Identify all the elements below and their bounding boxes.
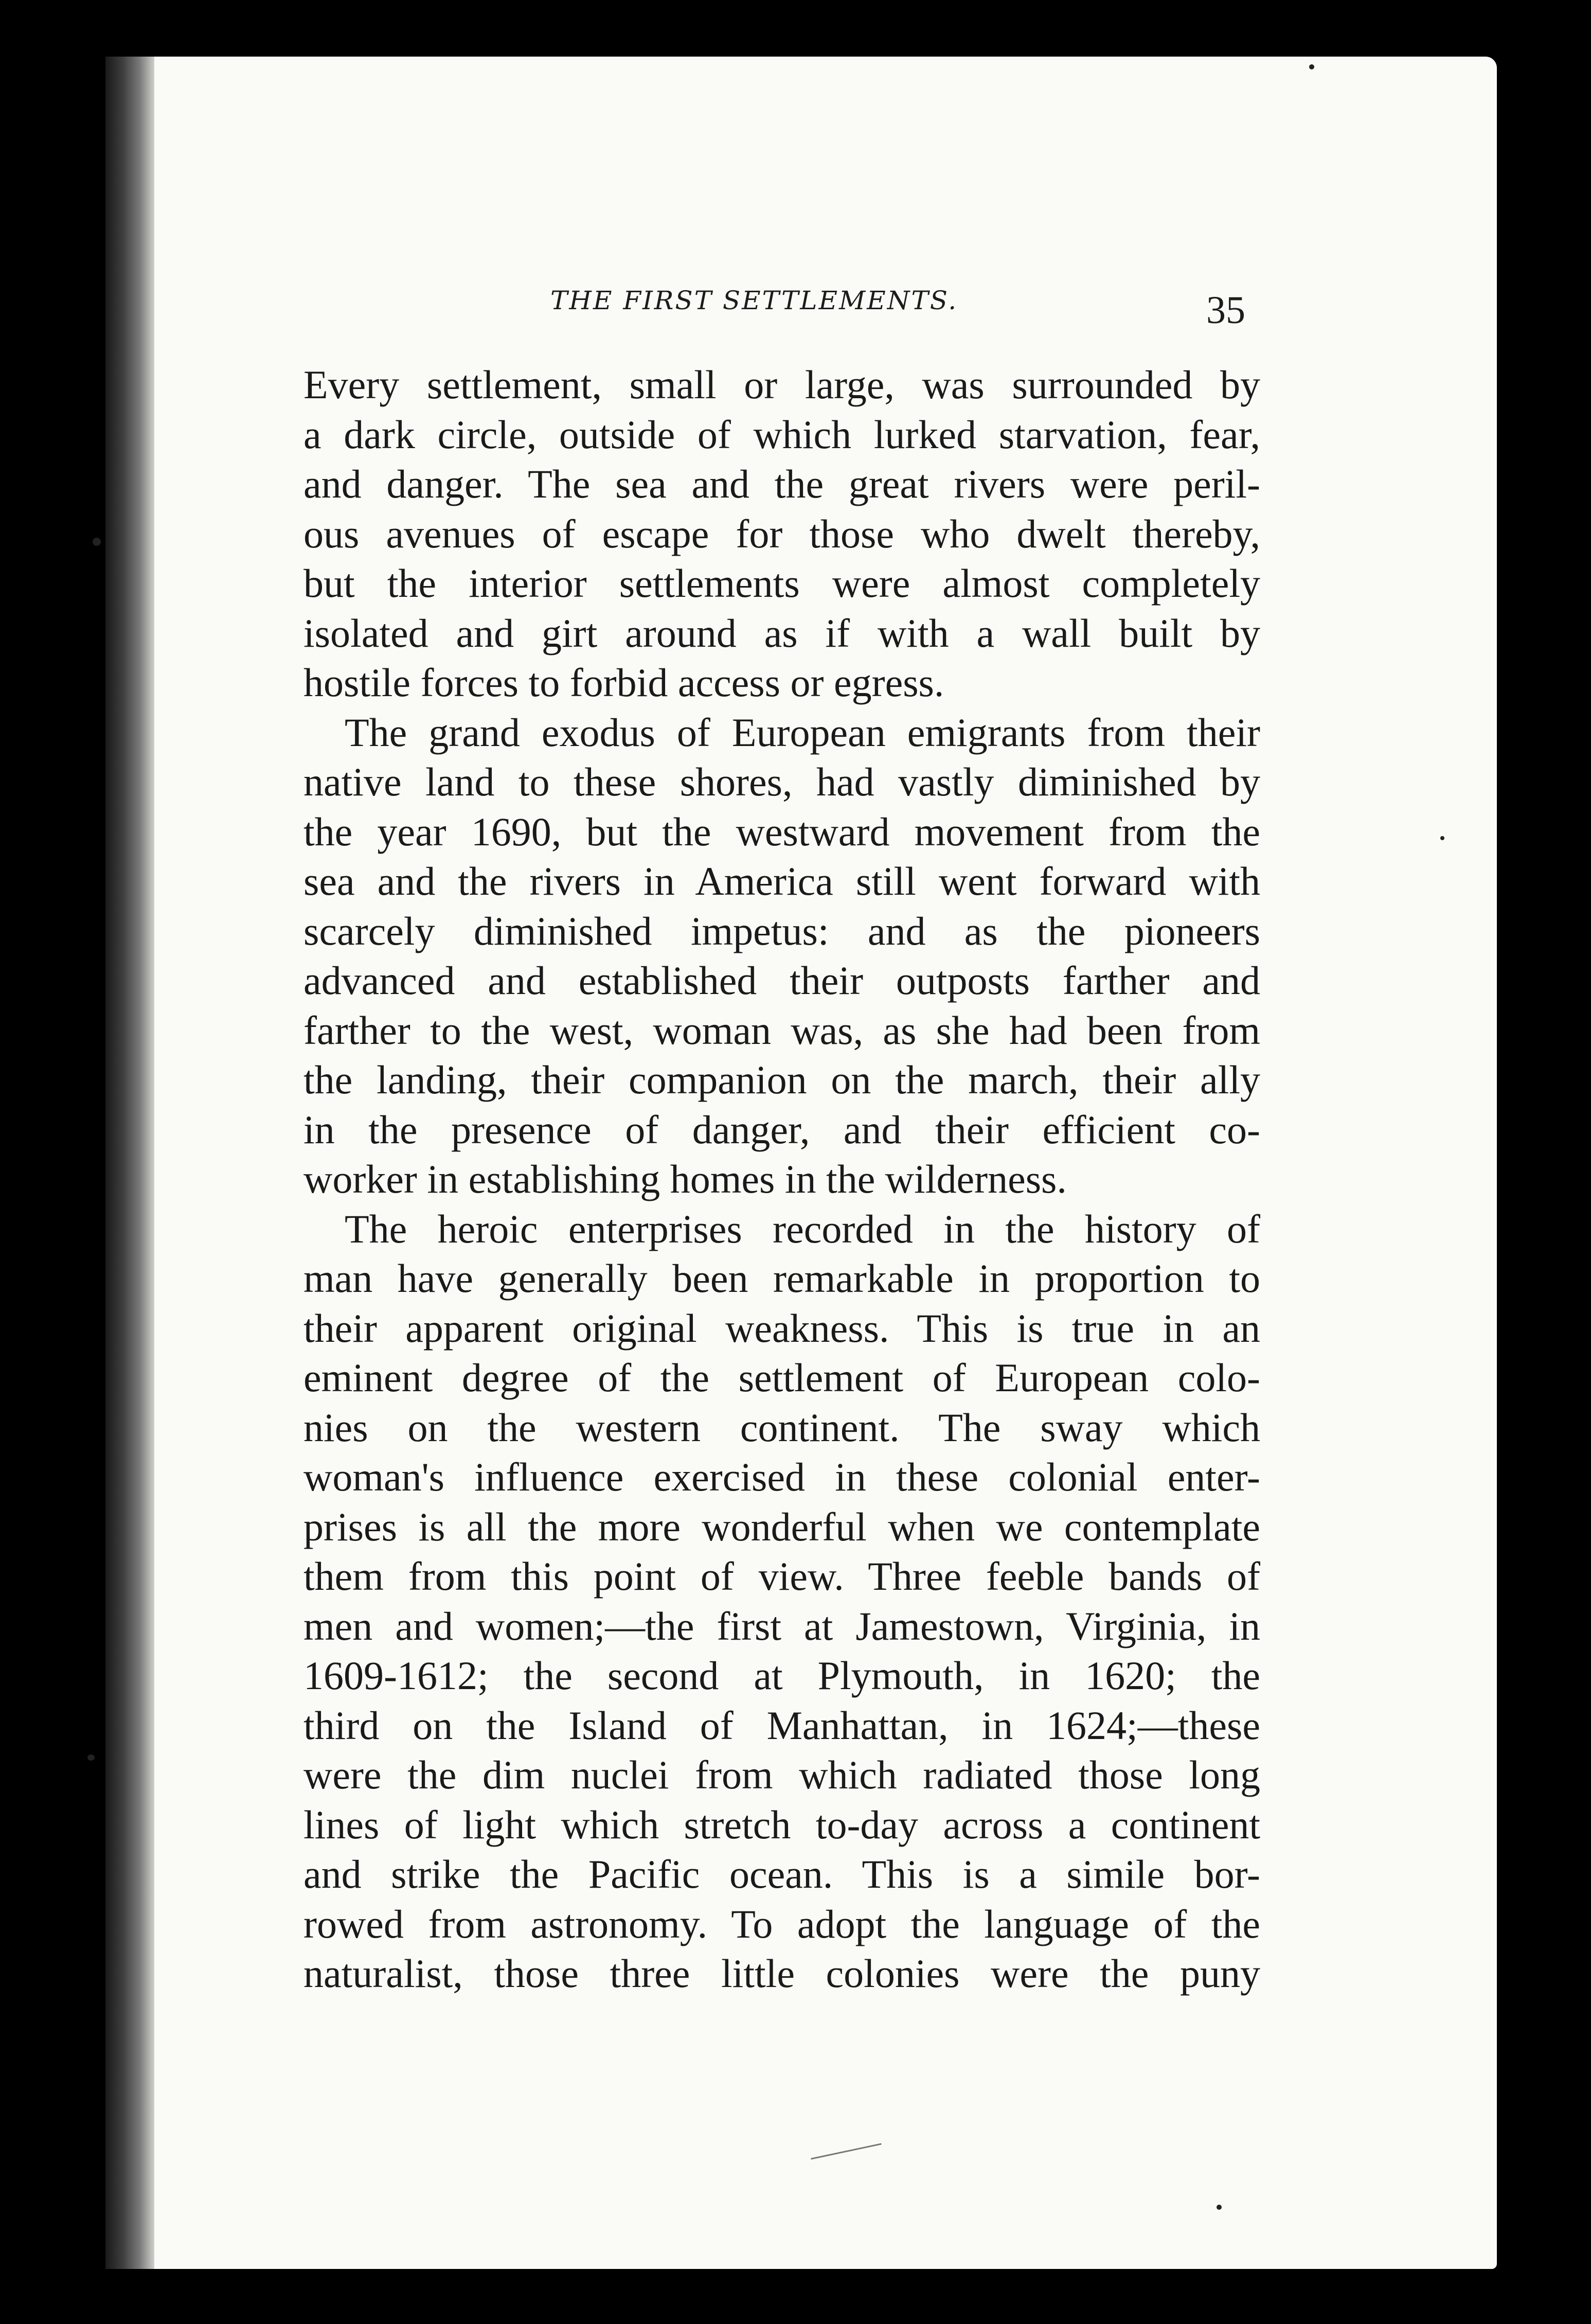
- text-line: ous avenues of escape for those who dwelt thereby,: [303, 511, 1260, 556]
- text-line: eminent degree of the settlement of European colo-: [303, 1355, 1260, 1400]
- text-line: in the presence of danger, and their efficient co-: [303, 1107, 1260, 1152]
- text-line: The grand exodus of European emigrants from their: [345, 709, 1260, 755]
- page-number: 35: [1206, 289, 1245, 332]
- ink-speck: [93, 538, 101, 546]
- running-head: THE FIRST SETTLEMENTS.: [550, 286, 958, 315]
- text-line: were the dim nuclei from which radiated those long: [303, 1752, 1260, 1797]
- text-line: men and women;—the first at Jamestown, Virginia, in: [303, 1603, 1260, 1648]
- ink-speck: [87, 1754, 95, 1761]
- text-line: advanced and established their outposts farther and: [303, 958, 1260, 1003]
- text-line: but the interior settlements were almost completely: [303, 561, 1260, 606]
- ink-speck: [1440, 836, 1444, 840]
- text-line: sea and the rivers in America still went forward with: [303, 859, 1260, 903]
- text-line: man have generally been remarkable in proportion to: [303, 1256, 1260, 1301]
- text-line: scarcely diminished impetus: and as the pioneers: [303, 908, 1260, 953]
- paragraph: [303, 708, 1260, 1204]
- text-line: isolated and girt around as if with a wall built by: [303, 610, 1260, 655]
- binding-gutter-shadow: [105, 57, 154, 2269]
- text-line: their apparent original weakness. This is true in an: [303, 1305, 1260, 1351]
- text-line: them from this point of view. Three feeble bands of: [303, 1554, 1260, 1599]
- paragraph: [303, 1204, 1260, 1999]
- text-line: Every settlement, small or large, was surrounded by: [303, 362, 1260, 407]
- text-line: lines of light which stretch to-day across a continent: [303, 1802, 1260, 1847]
- text-line: and danger. The sea and the great rivers were peril-: [303, 462, 1260, 506]
- ink-speck: [1217, 2205, 1222, 2210]
- text-line: a dark circle, outside of which lurked starvation, fear,: [303, 412, 1260, 457]
- text-line: prises is all the more wonderful when we contemplate: [303, 1504, 1260, 1549]
- text-line: the landing, their companion on the march, their ally: [303, 1057, 1260, 1102]
- text-line: naturalist, those three little colonies were the puny: [303, 1951, 1260, 1996]
- text-line: the year 1690, but the westward movement from the: [303, 809, 1260, 854]
- text-line: worker in establishing homes in the wilderness.: [303, 1157, 1067, 1201]
- text-line: The heroic enterprises recorded in the history of: [345, 1206, 1260, 1251]
- text-line: nies on the western continent. The sway which: [303, 1405, 1260, 1450]
- text-line: rowed from astronomy. To adopt the language of the: [303, 1901, 1260, 1946]
- text-line: woman's influence exercised in these colonial enter-: [303, 1454, 1260, 1499]
- body-text: [303, 360, 1260, 1999]
- ink-speck: [1309, 64, 1314, 69]
- paragraph: [303, 360, 1260, 708]
- text-line: third on the Island of Manhattan, in 1624;—these: [303, 1702, 1260, 1748]
- text-line: and strike the Pacific ocean. This is a simile bor-: [303, 1852, 1260, 1896]
- text-line: hostile forces to forbid access or egress.: [303, 660, 944, 705]
- text-line: native land to these shores, had vastly diminished by: [303, 759, 1260, 804]
- text-line: 1609-1612; the second at Plymouth, in 1620; the: [303, 1653, 1260, 1698]
- text-line: farther to the west, woman was, as she had been from: [303, 1007, 1260, 1053]
